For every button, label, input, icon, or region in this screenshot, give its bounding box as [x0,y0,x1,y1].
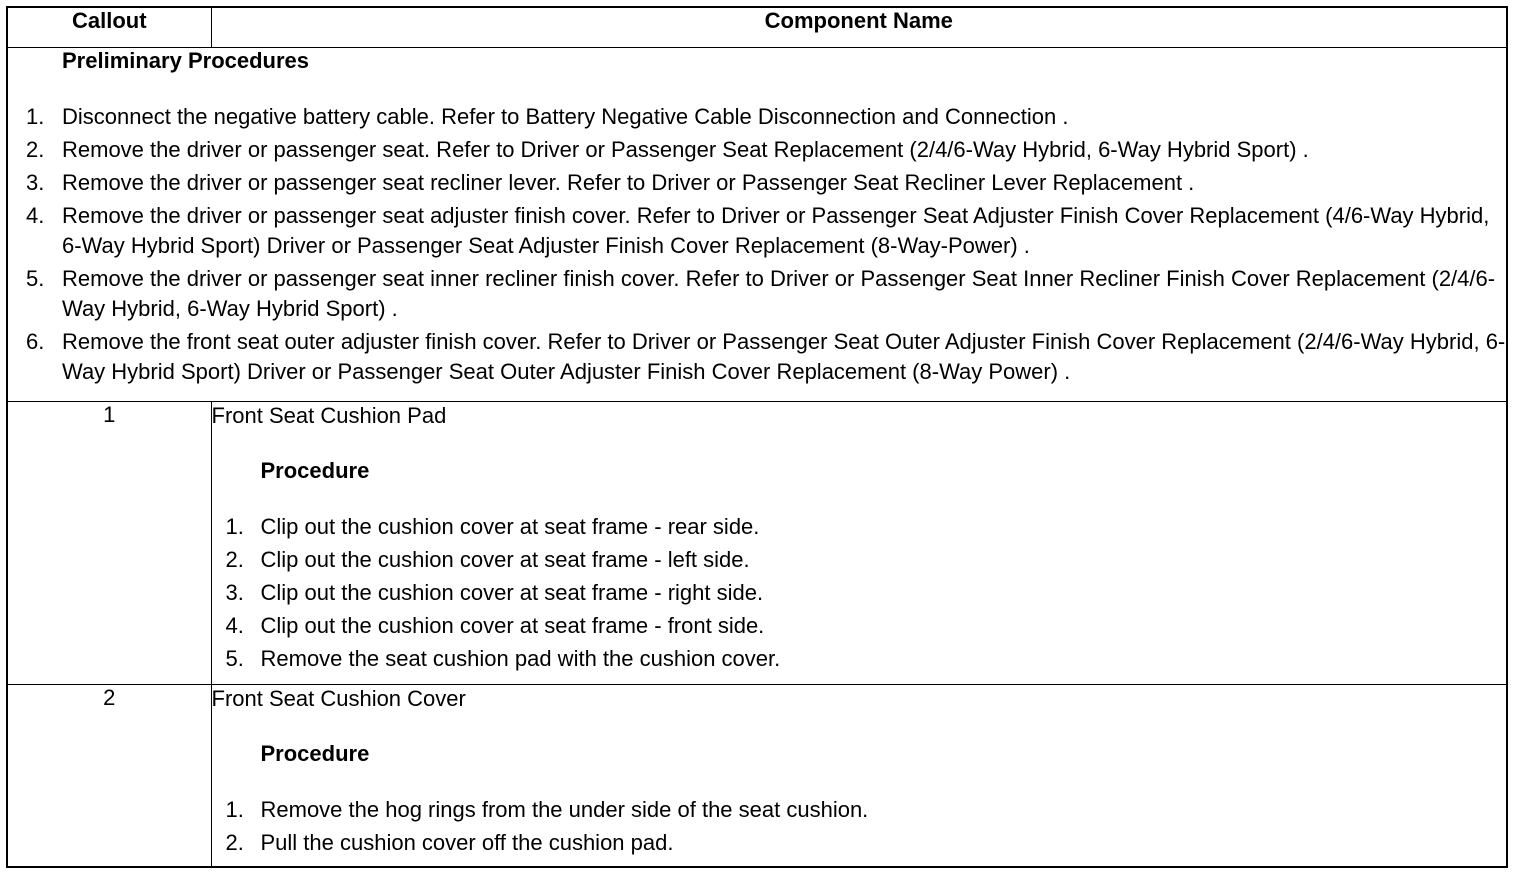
step-text: Remove the driver or passenger seat adjuster finish cover. Refer to Driver or Passenger Seat Adjuster Finish Cover Replacement (4/6-Way Hybrid, 6-Way Hybrid Sport) Driver or Passenger Seat Adjuster Finish Cover Replacement (8-Way-Power) . [62,203,1490,258]
header-callout: Callout [8,8,211,48]
step-text: Pull the cushion cover off the cushion pad. [260,830,674,855]
procedure-steps [212,512,1507,674]
procedure-step [212,828,1507,858]
preliminary-step [8,135,1506,165]
procedure-step [212,644,1507,674]
preliminary-steps [8,102,1506,387]
header-component-name: Component Name [211,8,1506,48]
step-number: 4. [26,203,45,228]
procedure-step [212,578,1507,608]
step-number: 1. [225,797,244,822]
preliminary-step [8,327,1506,387]
step-text: Remove the driver or passenger seat recliner lever. Refer to Driver or Passenger Seat Recliner Lever Replacement . [62,170,1195,195]
step-number: 2. [26,137,45,162]
step-text: Disconnect the negative battery cable. Refer to Battery Negative Cable Disconnection and Connection . [62,104,1069,129]
procedure-step [212,545,1507,575]
preliminary-step [8,201,1506,261]
step-number: 5. [225,646,244,671]
component-cell [211,685,1506,868]
procedure-step [212,512,1507,542]
step-number: 4. [225,613,244,638]
step-text: Remove the driver or passenger seat. Refer to Driver or Passenger Seat Replacement (2/4/6-Way Hybrid, 6-Way Hybrid Sport) . [62,137,1309,162]
step-text: Remove the driver or passenger seat inner recliner finish cover. Refer to Driver or Passenger Seat Inner Recliner Finish Cover Replacement (2/4/6-Way Hybrid, 6-Way Hybrid Sport) . [62,266,1496,321]
step-text: Clip out the cushion cover at seat frame - left side. [260,547,750,572]
component-name: Front Seat Cushion Pad [211,403,447,428]
procedure-steps [212,795,1507,858]
preliminary-step [8,264,1506,324]
step-number: 1. [225,514,244,539]
procedure-table [8,8,1506,867]
table-row [8,685,1506,868]
preliminary-step [8,168,1506,198]
step-number: 2. [225,830,244,855]
procedure-title: Procedure [260,458,370,483]
step-number: 5. [26,266,45,291]
procedure-title: Procedure [260,741,370,766]
table-row [8,402,1506,685]
step-text: Clip out the cushion cover at seat frame - front side. [260,613,765,638]
callout-number: 1 [8,402,211,685]
step-text: Remove the front seat outer adjuster finish cover. Refer to Driver or Passenger Seat Outer Adjuster Finish Cover Replacement (2/4/6-Way Hybrid, 6-Way Hybrid Sport) Driver or Passenger Seat Outer Adjuster Finish Cover Replacement (8-Way Power) . [62,329,1506,384]
component-name: Front Seat Cushion Cover [211,686,466,711]
procedure-step [212,611,1507,641]
preliminary-cell [8,48,1506,402]
preliminary-step [8,102,1506,132]
step-number: 3. [26,170,45,195]
step-number: 6. [26,329,45,354]
preliminary-title: Preliminary Procedures [62,48,310,73]
step-number: 1. [26,104,45,129]
table-header-row [8,8,1506,48]
component-cell [211,402,1506,685]
step-text: Clip out the cushion cover at seat frame - rear side. [260,514,760,539]
step-number: 3. [225,580,244,605]
step-text: Remove the seat cushion pad with the cushion cover. [260,646,781,671]
step-text: Clip out the cushion cover at seat frame - right side. [260,580,764,605]
callout-number: 2 [8,685,211,868]
step-text: Remove the hog rings from the under side of the seat cushion. [260,797,869,822]
preliminary-row [8,48,1506,402]
procedure-document [6,6,1508,868]
step-number: 2. [225,547,244,572]
procedure-step [212,795,1507,825]
